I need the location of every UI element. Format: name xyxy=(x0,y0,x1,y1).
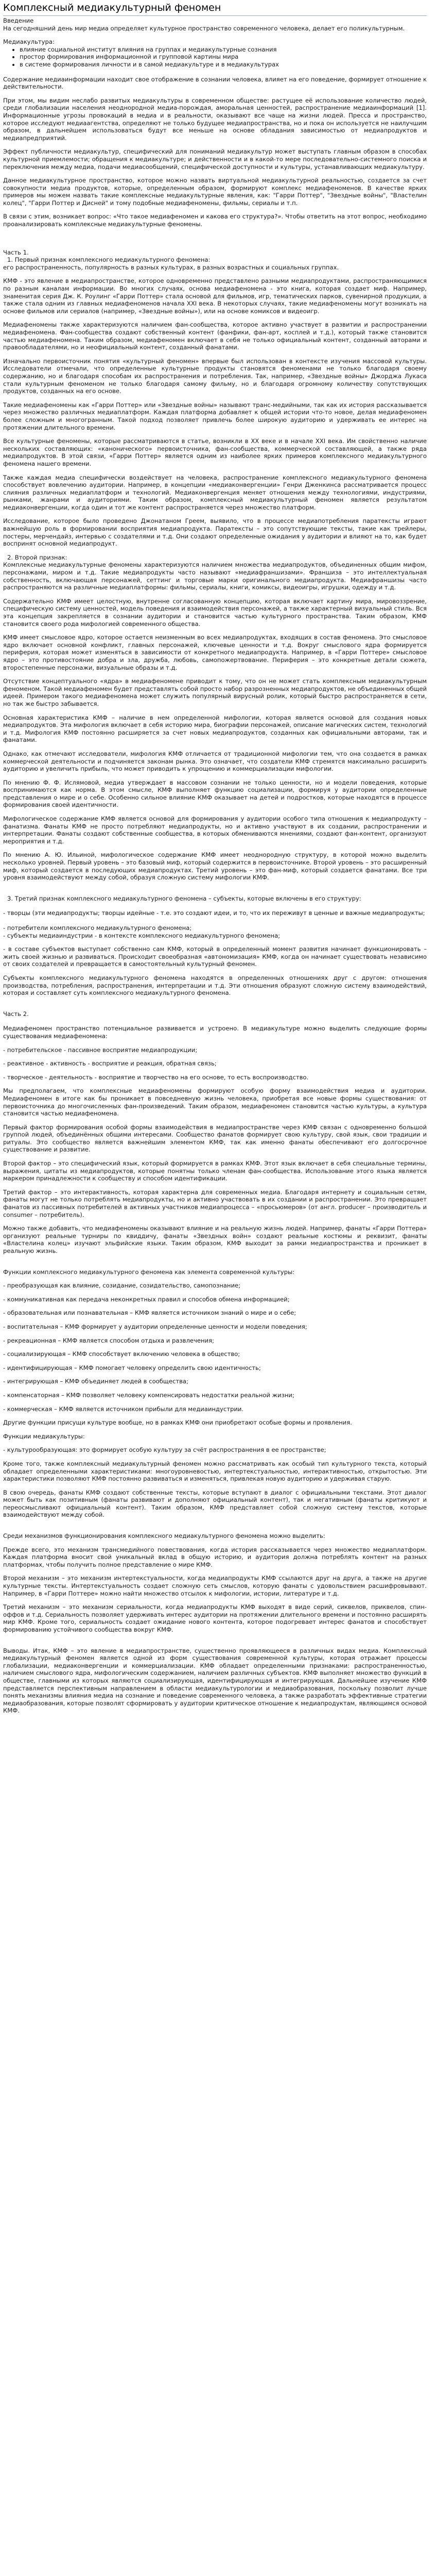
part2-paragraph: Третий механизм – это механизм сериальности, когда медиапродукты КМФ выходят в виде серий, сиквелов, приквелов, спин-оффов и т.д. Сериальность позволяет удерживать интерес аудитории на протяжении длительного времени и постоянно расширять мир КМФ. Кроме того, сериальность создает ожидание нового контента, которое подогревает интерес фанатов и способствует формированию устойчивого сообщества вокруг КМФ. xyxy=(3,1603,427,1633)
spacer xyxy=(3,888,427,895)
part1-paragraph: Мифологическое содержание КМФ является основой для формирования у аудитории особого типа отношения к медиапродукту – фанатизма. Фанаты КМФ не просто потребляют медиапродукты, но и активно участвуют в их создании, распространении и интерпретации. Фанаты создают собственные сообщества, в которых обмениваются мнениями, создают фан-контент, организуют мероприятия и т.д. xyxy=(3,815,427,845)
part1-paragraph: Изначально первоисточник понятия «культурный феномен» впервые был использован в контексте изучения массовой культуры. Исследователи отмечали, что определенные культурные продукты становятся феноменами не только благодаря своему содержанию, но и благодаря способам их распространения и потребления. Так, например, «Звездные войны» Джорджа Лукаса стали культурным феноменом не только благодаря самому фильму, но и благодаря огромному количеству сопутствующих продуктов, созданных на его основе. xyxy=(3,357,427,395)
part2-paragraph: Первый фактор формирования особой формы взаимодействия в медиапространстве через КМФ связан с одновременно большой группой людей, объединённых общими интересами. Сообщество фанатов формирует свою культуру, свой язык, свои традиции и ритуалы. Это сообщество является важнейшим элементом КМФ, так как именно фанаты обеспечивают его долгосрочное существование и развитие. xyxy=(3,1123,427,1154)
intro-paragraph-3: При этом, мы видим неслабо развитых медиакультуры в современном обществе: растущее её использование количество людей, среди глобализации населения неоднородной медиа-порождая, аморальная ценностей, распространение медиаинформаций [1]. Информационные угрозы провокаций в медиа и в реальности, оказывают все чаще на жизни людей. Пресса и пространство, которое исследуют медиаагентства, определяют не только будущее медиапространства, но и пока он используется не наилучшим образом, в дальнейшем использоваться будут все меньше на основе обладания зависимостью от медиапродуктов и медиапредприятий. xyxy=(3,96,427,142)
intro-paragraph-1: На сегодняшний день мир медиа определяет культурное пространство современного человека, делает его поликультурным. xyxy=(3,24,405,32)
part1-subheading-2: 2. Второй признак: xyxy=(7,553,67,561)
part2-paragraph: Второй фактор – это специфический язык, который формируется в рамках КМФ. Этот язык включает в себя специальные термины, выражения, цитаты из медиапродуктов, которые понятны только членам фан-сообщества. Использование этого языка является маркером принадлежности к сообществу и способом идентификации. xyxy=(3,1160,427,1182)
intro-paragraph-6: В связи с этим, возникает вопрос: «Что такое медиафеномен и какова его структура?». Чтобы ответить на этот вопрос, необходимо проанализировать комплексные медиакультурные феномены. xyxy=(3,213,427,228)
function-item: - образовательная или познавательная – КМФ является источником знаний о мире и о себе; xyxy=(3,1309,297,1317)
function-item: - рекреационная – КМФ является способом отдыха и развлечения; xyxy=(3,1336,214,1344)
intro-paragraph-5: Данное медиакультурное пространство, которое можно назвать виртуальной медиакультурной реальностью, создается за счет совокупности медиа продуктов, которые, определенным образом, формируют комплекс медиафеноменов. В качестве ярких примеров мы можем назвать такие комплексные медиакультурные явления, как: "Гарри Поттер", "Звездные войны", "Властелин колец", "Гарри Поттер и Дисней" и тому подобные медиафеномены, фильмы, сериалы и т.п. xyxy=(3,177,427,207)
intro-paragraph-2: Содержание медиаинформации находит свое отображение в сознании человека, влияет на его поведение, формирует отношение к действительности. xyxy=(3,75,427,91)
media-culture-label: Медиакультура: xyxy=(3,38,55,46)
list-item: • влияние социальной институт влияния на группах и медиакультурные сознания xyxy=(20,46,427,54)
form-item: - потребительское - пассивное восприятие медиапродукции; xyxy=(3,1046,198,1054)
part1-subheading-1: 1. Первый признак комплексного медиакультурного феномена: xyxy=(7,256,211,264)
part1-paragraph: Однако, как отмечают исследователи, мифология КМФ отличается от традиционной мифологии тем, что она создается в рамках коммерческой деятельности и подчиняется законам рынка. Это означает, что создатели КМФ стремятся максимально расширить аудиторию и увеличить прибыль, что может приводить к упрощению и коммерциализации мифологии. xyxy=(3,750,427,773)
conclusion-paragraph: Выводы. Итак, КМФ – это явление в медиапространстве, существенно проявляющееся в различных видах медиа. Комплексный медиакультурный феномен является одной из форм существования современной культуры, которая отражает процессы глобализации, медиаконвергенции и коммерциализации. КМФ обладает определенными признаками: распространенностью, наличием смыслового ядра, мифологическим содержанием, наличием различных субъектов. КМФ выполняет множество функций в обществе, главными из которых являются социализирующая, идентифицирующая и интегрирующая. Дальнейшее изучение КМФ представляется перспективным направлением в области медиакультурологии и медиаобразования, поскольку позволит лучше понять механизмы влияния медиа на сознание и поведение современного человека, а также разработать эффективные стратегии медиаобразования, которые позволят сформировать у аудитории критическое отношение к медиапродуктам, являющимся основой КМФ. xyxy=(3,1647,427,1715)
function-item: - воспитательная – КМФ формирует у аудитории определенные ценности и модели поведения; xyxy=(3,1323,307,1330)
function-item: - компенсаторная – КМФ позволяет человеку компенсировать недостатки реальной жизни; xyxy=(3,1391,294,1399)
part1-paragraph: Субъекты комплексного медиакультурного феномена находятся в определенных отношениях друг с другом: отношения производства, потребления, распространения, интерпретации и т.д. Эти отношения образуют сложную систему взаимодействий, которая и составляет суть комплексного медиакультурного феномена. xyxy=(3,974,427,997)
media-culture-list xyxy=(3,46,427,69)
part2-paragraph: В свою очередь, фанаты КМФ создают собственные тексты, которые вступают в диалог с официальными текстами. Этот диалог может быть как позитивным (фанаты развивают и дополняют официальный контент), так и негативным (фанаты критикуют и переосмысливают официальный контент). Таким образом, КМФ представляет собой сложную систему текстов, которые взаимодействуют между собой. xyxy=(3,1488,427,1519)
spacer xyxy=(3,234,427,249)
part1-paragraph: Такие медиафеномены как «Гарри Поттер» или «Звездные войны» называют транс-медийными, так как их история рассказывается через множество различных медиаплатформ. Каждая платформа добавляет к общей истории что-то новое, делая медиафеномен более сложным и многогранным. Такой подход позволяет привлечь более широкую аудиторию и удерживать ее интерес на протяжении длительного времени. xyxy=(3,401,427,431)
part1-paragraph: Отсутствие концептуального «ядра» в медиафеномене приводит к тому, что он не может стать комплексным медиакультурным феноменом. Такой медиафеномен будет представлять собой просто набор разрозненных медиапродуктов, не объединенных общей идеей. Примером такого медиафеномена может служить популярный вирусный ролик, который быстро распространяется в сети, но так же быстро забывается. xyxy=(3,677,427,707)
list-item: • простор формирования информационной и групповой картины мира xyxy=(20,53,427,61)
part1-paragraph: КМФ имеет смысловое ядро, которое остается неизменным во всех медиапродуктах, входящих в состав феномена. Это смысловое ядро включает основной конфликт, главных персонажей, ключевые ценности и т.д. Вокруг смыслового ядра формируется периферия, которая может изменяться в зависимости от конкретного медиапродукта. Например, в «Гарри Поттере» смысловое ядро – это противостояние добра и зла, дружба, любовь, самопожертвование. Периферия – это конкретные детали сюжета, второстепенные персонажи, визуальные образы и т.д. xyxy=(3,634,427,671)
part1-paragraph: - в составе субъектов выступает собственно сам КМФ, который в определенный момент развития начинает функционировать – жить своей жизнью и развиваться. Происходит своеобразная «автономизация» КМФ, когда он начинает существовать независимо от своих создателей и превращается в самостоятельный культурный феномен. xyxy=(3,945,427,968)
part1-paragraph: Комплексные медиакультурные феномены характеризуются наличием множества медиапродуктов, объединенных общим мифом, персонажами, миром и т.д. Такие медиапродукты часто называют «медиафраншизами». Франшиза – это интеллектуальная собственность, включающая персонажей, сеттинг и торговые марки оригинального медиапродукта. Медиафраншизы часто распространяются на различные медиаплатформы: фильмы, сериалы, книги, комиксы, видеоигры, игрушки, одежду и т.д. xyxy=(3,561,427,591)
function-item: - интегрирующая – КМФ объединяет людей в сообщества; xyxy=(3,1378,188,1385)
intro-paragraph-4: Эффект публичности медиакультур, специфический для пониманий медиакультур может выступать главным образом в способах культурной приемлемости; обращения к медиакультуре; и действенности и в какой-то мере последовательно-системного поиска и переключения между медиа, подачи медиасообщений, специфической доступности и культуры, устанавливающих медиакультуру. xyxy=(3,148,427,171)
spacer xyxy=(3,69,427,76)
part2-paragraph: Кроме того, также комплексный медиакультурный феномен можно рассматривать как особый тип культурного текста, который обладает определенными характеристиками: многоуровневостью, интертекстуальностью, интерактивностью, открытостью. Эти характеристики позволяют КМФ постоянно развиваться и изменяться, привлекая новую аудиторию и удерживая старую. xyxy=(3,1460,427,1483)
part1-heading: Часть 1. xyxy=(3,248,29,256)
form-item: - творческое - деятельность - восприятие и творчество на его основе, то есть воспроизводство. xyxy=(3,1073,309,1081)
part2-paragraph: Второй механизм – это механизм интертекстуальности, когда медиапродукты КМФ ссылаются друг на друга, а также на другие культурные тексты. Интертекстуальность создает сложную сеть смыслов, которую фанаты с удовольствием расшифровывают. Например, в «Гарри Поттере» можно найти множество отсылок к мифологии, истории, литературе и т.д. xyxy=(3,1574,427,1597)
part2-paragraph: Функции медиакультуры: xyxy=(3,1432,85,1440)
subject-item: - потребители комплексного медиакультурного феномена; xyxy=(3,924,192,931)
part2-heading: Часть 2. xyxy=(3,1010,29,1018)
spacer xyxy=(3,917,427,924)
part1-paragraph: Содержательно КМФ имеет целостную, внутренне согласованную концепцию, которая включает картину мира, мировоззрение, специфическую систему ценностей, модель поведения и взаимодействия персонажей, а также характерный визуальный стиль. Вся эта концепция закрепляется в сознании аудитории и становится частью культурного пространства. Таким образом, КМФ становится своего рода мифологией современного общества. xyxy=(3,597,427,628)
part2-paragraph: Мы предполагаем, что комплексные медиафеномены формируют особую форму взаимодействия медиа и аудитории. Медиафеномен в итоге как бы проникает в повседневную жизнь человека, приобретая все новые формы существования: от первоисточника до многочисленных фан-произведений. Таким образом, медиафеномен становится частью культуры, а культура становится частью медиафеномена. xyxy=(3,1087,427,1117)
form-item: - реактивное - активность - восприятие и реакция, обратная связь; xyxy=(3,1060,217,1067)
subject-item: - субъекты медиаиндустрии - в контексте комплексного медиакультурного феномена; xyxy=(3,931,281,939)
function-item: - идентифицирующая – КМФ помогает человеку определить свою идентичность; xyxy=(3,1364,261,1371)
spacer xyxy=(3,1640,427,1647)
part1-paragraph: Исследование, которое было проведено Джонатаном Греем, выявило, что в процессе медиапотребления паратексты играют важнейшую роль в формировании восприятия медиапродукта. Паратексты – это сопутствующие тексты, такие как трейлеры, постеры, мерчендайз, интервью с создателями и т.д. Они создают определенные ожидания у аудитории и влияют на то, как будет воспринят основной медиапродукт. xyxy=(3,517,427,548)
function-item: - преобразующая как влияние, созидание, созидательство, самопознание; xyxy=(3,1282,241,1290)
part1-paragraph: Медиафеномены также характеризуются наличием фан-сообщества, которое активно участвует в развитии и распространении медиафеномена. Фан-сообщества создают собственный контент (фанфики, фан-арт, косплей и т.д.), который также становится частью медиафеномена. Таким образом, медиафеномен включает в себя не только официальный контент, созданный авторами и правообладателями, но и неофициальный контент, созданный фанатами. xyxy=(3,321,427,351)
part2-paragraph: Другие функции присущи культуре вообще, но в рамках КМФ они приобретают особые формы и проявления. xyxy=(3,1419,352,1427)
functions-heading: Функции комплексного медиакультурного феномена как элемента современной культуры: xyxy=(3,1268,295,1276)
function-item: - социализирующая – КМФ способствует включению человека в общество; xyxy=(3,1350,240,1358)
part2-paragraph: Среди механизмов функционирования комплексного медиакультурного феномена можно выделить: xyxy=(3,1532,325,1540)
part1-subheading-3: 3. Третий признак комплексного медиакультурного феномена – субъекты, которые включены в его структуру: xyxy=(7,894,361,902)
part1-paragraph: Также каждая медиа специфически воздействует на человека, распространение комплексного медиакультурного феномена способствует вовлечению аудитории. Например, в концепции «медиаконвергенции» Генри Дженкинса рассматривается процесс слияния различных медиаплатформ и технологий. Медиаконвергенция меняет отношения между технологиями, индустриями, рынками, жанрами и аудиториями. Таким образом, комплексный медиакультурный феномен является результатом медиаконвергенции, когда один и тот же контент распространяется через множество платформ. xyxy=(3,473,427,511)
list-item: • в системе формирования личности и в самой медиакультуре и в медиакультурах xyxy=(20,61,427,69)
subject-item: - творцы (эти медиапродукты; творцы идейные - т.е. это создают идеи, и то, что их переживут в ценные и важные медиапродукты; xyxy=(3,909,425,917)
part1-paragraph: По мнению А. Ю. Ильиной, мифологическое содержание КМФ имеет неоднородную структуру, в которой можно выделить несколько уровней. Первый уровень – это базовый миф, который содержится в первоисточнике. Второй уровень – это расширенный миф, который создается в последующих медиапродуктах. Третий уровень – это фан-миф, который создается фанатами. Все три уровня взаимодействуют между собой, образуя сложную систему мифологии КМФ. xyxy=(3,851,427,882)
part1-paragraph: По мнению Ф. Ф. Ислямовой, медиа утверждает в массовом сознании не только ценности, но и модели поведения, которые воспринимаются как норма. В этом смысле, КМФ выполняет функцию социализации, формируя у аудитории определенные представления о мире и о себе. Особенно сильное влияние КМФ оказывает на детей и подростков, которые находятся в процессе формирования своей идентичности. xyxy=(3,778,427,809)
function-item: - коммуникативная как передача неконкретных правил и способов обмена информацией; xyxy=(3,1295,290,1303)
page-title: Комплексный медиакультурный феномен xyxy=(3,2,427,16)
part1-paragraph: Все культурные феномены, которые рассматриваются в статье, возникли в ХХ веке и в начале ХХI века. Им свойственно наличие нескольких составляющих: «канонического» первоисточника, фан-сообщества, коммерческой составляющей, а также ряда медиапродуктов. В этой связи, «Гарри Поттер» является одним из наиболее ярких примеров комплексного медиакультурного феномена нашего времени. xyxy=(3,437,427,467)
spacer xyxy=(3,1003,427,1010)
spacer xyxy=(3,1261,427,1268)
part2-paragraph: Третий фактор – это интерактивность, которая характерна для современных медиа. Благодаря интернету и социальным сетям, фанаты могут не только потреблять медиапродукты, но и активно участвовать в их создании и распространении. Это превращает фанатов из пассивных потребителей в активных участников медиапроцесса – «просьюмеров» (от англ. producer – производитель и consumer – потребитель). xyxy=(3,1188,427,1218)
part2-paragraph: Можно также добавить, что медиафеномены оказывают влияние и на реальную жизнь людей. Например, фанаты «Гарри Поттера» организуют реальные турниры по квиддичу, фанаты «Звездных войн» создают реальные костюмы и реквизит, фанаты «Властелина колец» изучают эльфийские языки. Таким образом, КМФ выходит за рамки медиапространства и проникает в реальную жизнь. xyxy=(3,1225,427,1255)
part1-paragraph: его распространенность, популярность в разных культурах, в разных возрастных и социальных группах. xyxy=(3,263,339,271)
spacer xyxy=(3,902,427,909)
spacer xyxy=(3,1525,427,1532)
function-item: - коммерческая – КМФ является источником прибыли для медиаиндустрии. xyxy=(3,1405,244,1413)
part2-paragraph: - культурообразующая: это формирует особую культуру за счёт распространения в ее пространстве; xyxy=(3,1446,326,1454)
part1-paragraph: Основная характеристика КМФ – наличие в нем определенной мифологии, которая является основой для создания новых медиапродуктов. Эта мифология включает в себя историю мира, биографии персонажей, описание магических систем, технологий и т.д. Мифология КМФ постоянно расширяется за счет новых медиапродуктов, созданных как официальными авторами, так и фанатами. xyxy=(3,714,427,744)
part2-paragraph: Медиафеномен пространство потенциальное развивается и устроено. В медиакультуре можно выделить следующие формы существования медиафеномена: xyxy=(3,1025,427,1040)
intro-heading: Введение xyxy=(3,17,34,24)
part2-paragraph: Прежде всего, это механизм трансмедийного повествования, когда история рассказывается через множество медиаплатформ. Каждая платформа вносит свой уникальный вклад в общую историю, и аудитория должна потреблять контент на разных платформах, чтобы получить полное представление о мире КМФ. xyxy=(3,1546,427,1568)
spacer xyxy=(3,1018,427,1025)
part1-paragraph: КМФ - это явление в медиапространстве, которое одновременно представлено разными медиапродуктами, распространяющимися по разным каналам информации. Во многих случаях, основа медиафеномена - это книга, которая создает миф. Например, знаменитая серия Дж. К. Роулинг «Гарри Поттер» стала основой для фильмов, игр, тематических парков, сувенирной продукции, а также стала одним из главных медиафеноменов начала XXI века. В некоторых случаях, такие медиафеномены могут возникать на основе фильмов или сериалов (например, «Звездные войны»), или на основе комиксов и видеоигр. xyxy=(3,277,427,315)
